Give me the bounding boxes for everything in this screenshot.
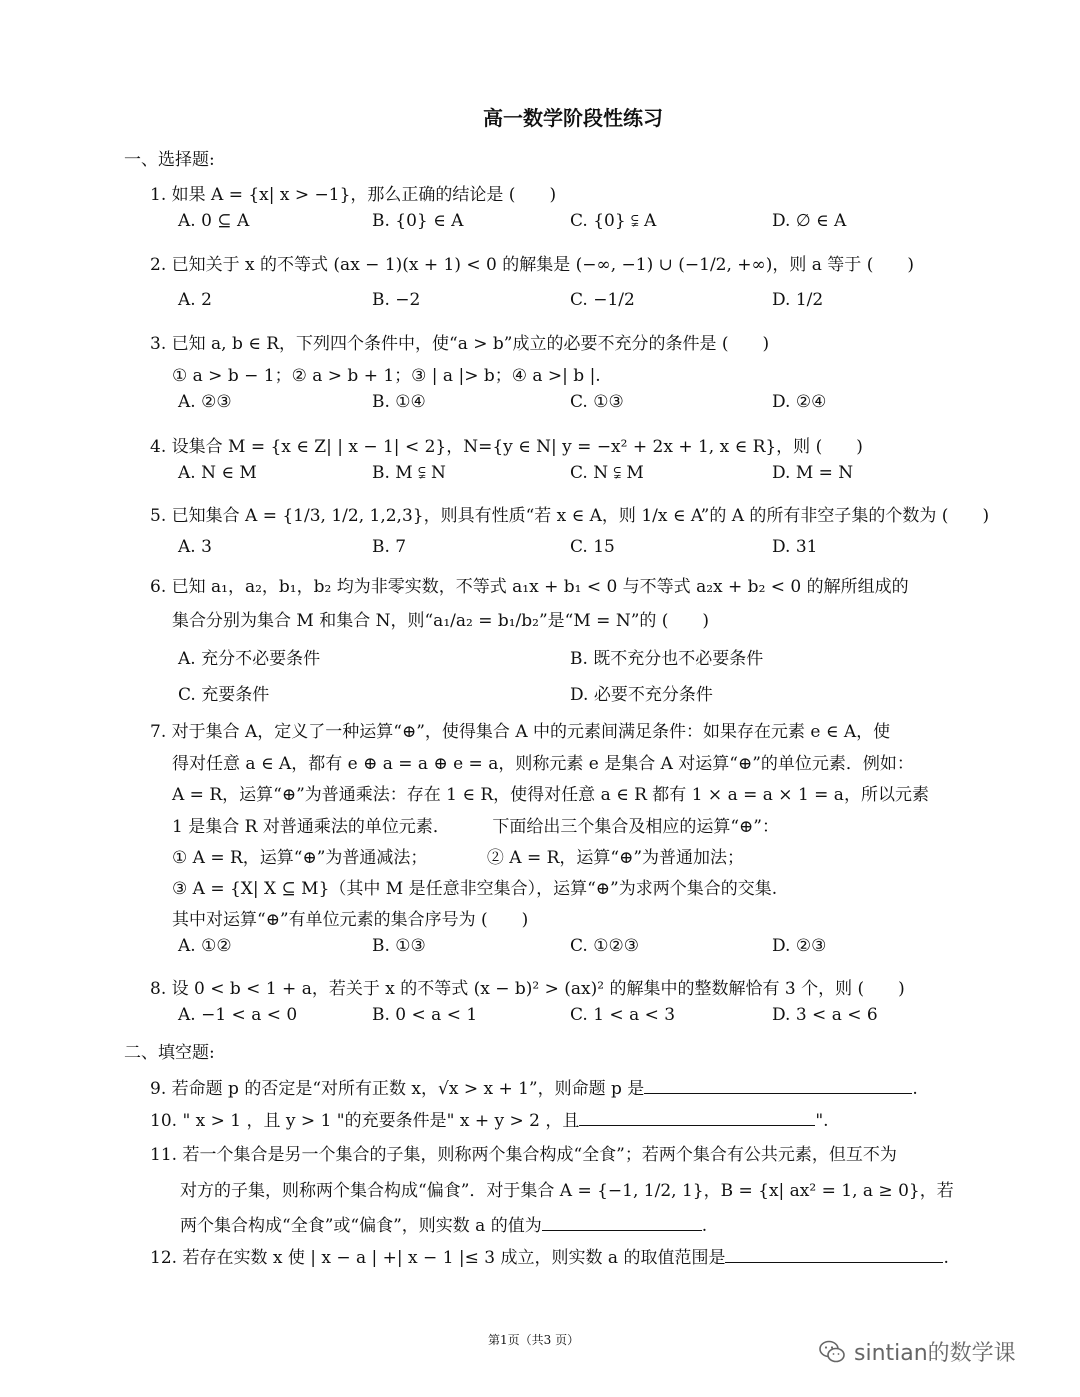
question-7-option-c: C. ①②③ bbox=[570, 936, 639, 956]
question-7-line: 7. 对于集合 A，定义了一种运算“⊕”，使得集合 A 中的元素间满足条件：如果存在元素 e ∈ A，使 bbox=[150, 722, 891, 742]
question-4-option-b: B. M ⫋ N bbox=[372, 463, 446, 483]
question-9-text: 9. 若命题 p 的否定是“对所有正数 x，√x > x + 1”，则命题 p 是 bbox=[150, 1079, 645, 1099]
question-3-option-b: B. ①④ bbox=[372, 392, 426, 412]
question-7-option-d: D. ②③ bbox=[772, 936, 827, 956]
question-2-option-c: C. −1/2 bbox=[570, 290, 635, 310]
watermark-text: sintian的数学课 bbox=[854, 1341, 1016, 1366]
question-7-line: 其中对运算“⊕”有单位元素的集合序号为 ( ) bbox=[172, 910, 529, 930]
question-6-option-c: C. 充要条件 bbox=[178, 685, 270, 705]
question-5-option-d: D. 31 bbox=[772, 537, 818, 557]
question-6-option-d: D. 必要不充分条件 bbox=[570, 685, 713, 705]
question-3-option-c: C. ①③ bbox=[570, 392, 624, 412]
question-5-option-c: C. 15 bbox=[570, 537, 615, 557]
question-6-stem-line2: 集合分别为集合 M 和集合 N，则“a₁/a₂ = b₁/b₂”是“M = N”的 ( ) bbox=[172, 611, 710, 631]
question-10-end: ". bbox=[815, 1111, 829, 1131]
question-6-option-b: B. 既不充分也不必要条件 bbox=[570, 649, 764, 669]
question-12-text: 12. 若存在实数 x 使 | x − a | +| x − 1 |≤ 3 成立，则实数 a 的取值范围是 bbox=[150, 1248, 726, 1268]
page-title: 高一数学阶段性练习 bbox=[483, 106, 663, 130]
section-heading-fill: 二、填空题: bbox=[124, 1043, 215, 1063]
question-7-line: 1 是集合 R 对普通乘法的单位元素． 下面给出三个集合及相应的运算“⊕”： bbox=[172, 817, 779, 837]
question-9-end: . bbox=[912, 1079, 918, 1099]
question-8-option-a: A. −1 < a < 0 bbox=[178, 1005, 298, 1025]
question-9 bbox=[150, 1074, 918, 1099]
question-11-line3: 两个集合构成“全食”或“偏食”，则实数 a 的值为 bbox=[180, 1216, 542, 1236]
section-heading-choice: 一、选择题: bbox=[124, 150, 215, 170]
question-10 bbox=[150, 1106, 829, 1131]
question-11-line3-wrap bbox=[180, 1211, 707, 1236]
question-1-option-b: B. {0} ∈ A bbox=[372, 211, 464, 231]
question-3-conditions: ① a > b − 1；② a > b + 1；③ | a |> b；④ a >| b |. bbox=[172, 366, 601, 386]
question-3-option-d: D. ②④ bbox=[772, 392, 827, 412]
question-3-option-a: A. ②③ bbox=[178, 392, 232, 412]
question-5-stem: 5. 已知集合 A = {1/3, 1/2, 1,2,3}，则具有性质“若 x ∈ A，则 1/x ∈ A”的 A 的所有非空子集的个数为 ( ) bbox=[150, 506, 990, 526]
question-7-line: 得对任意 a ∈ A，都有 e ⊕ a = a ⊕ e = a，则称元素 e 是集合 A 对运算“⊕”的单位元素．例如： bbox=[172, 754, 914, 774]
question-2-stem: 2. 已知关于 x 的不等式 (ax − 1)(x + 1) < 0 的解集是 (−∞, −1) ∪ (−1/2, +∞)，则 a 等于 ( ) bbox=[150, 255, 914, 275]
question-7-option-b: B. ①③ bbox=[372, 936, 426, 956]
question-2-option-b: B. −2 bbox=[372, 290, 421, 310]
question-1-option-a: A. 0 ⊆ A bbox=[178, 211, 250, 231]
question-7-option-a: A. ①② bbox=[178, 936, 232, 956]
answer-blank[interactable] bbox=[542, 1214, 702, 1231]
question-11-line1: 11. 若一个集合是另一个集合的子集，则称两个集合构成“全食”；若两个集合有公共元素，但互不为 bbox=[150, 1145, 897, 1165]
question-6-option-a: A. 充分不必要条件 bbox=[178, 649, 321, 669]
question-5-option-b: B. 7 bbox=[372, 537, 407, 557]
question-4-stem: 4. 设集合 M = {x ∈ Z| | x − 1| < 2}，N={y ∈ N| y = −x² + 2x + 1, x ∈ R}，则 ( ) bbox=[150, 437, 863, 457]
question-3-stem: 3. 已知 a, b ∈ R，下列四个条件中，使“a > b”成立的必要不充分的条件是 ( ) bbox=[150, 334, 770, 354]
question-7-line: ③ A = {X| X ⊆ M}（其中 M 是任意非空集合），运算“⊕”为求两个集合的交集. bbox=[172, 879, 778, 899]
question-1-stem: 1. 如果 A = {x| x > −1}，那么正确的结论是 ( ) bbox=[150, 185, 557, 205]
question-12 bbox=[150, 1243, 949, 1268]
question-7-line: ① A = R，运算“⊕”为普通减法； ② A = R，运算“⊕”为普通加法； bbox=[172, 848, 745, 868]
answer-blank[interactable] bbox=[644, 1077, 912, 1094]
question-1-option-d: D. ∅ ∈ A bbox=[772, 211, 847, 231]
question-2-option-a: A. 2 bbox=[178, 290, 212, 310]
question-4-option-a: A. N ∈ M bbox=[178, 463, 257, 483]
watermark bbox=[818, 1336, 1016, 1367]
answer-blank[interactable] bbox=[725, 1246, 943, 1263]
question-8-option-d: D. 3 < a < 6 bbox=[772, 1005, 878, 1025]
question-4-option-d: D. M = N bbox=[772, 463, 854, 483]
question-8-stem: 8. 设 0 < b < 1 + a，若关于 x 的不等式 (x − b)² > (ax)² 的解集中的整数解恰有 3 个，则 ( ) bbox=[150, 979, 905, 999]
question-10-text: 10. " x > 1 ，且 y > 1 "的充要条件是" x + y > 2 ，且 bbox=[150, 1111, 580, 1131]
wechat-icon bbox=[818, 1339, 846, 1365]
question-7-line: A = R，运算“⊕”为普通乘法：存在 1 ∈ R，使得对任意 a ∈ R 都有 1 × a = a × 1 = a，所以元素 bbox=[172, 785, 929, 805]
question-8-option-c: C. 1 < a < 3 bbox=[570, 1005, 676, 1025]
question-8-option-b: B. 0 < a < 1 bbox=[372, 1005, 478, 1025]
answer-blank[interactable] bbox=[579, 1109, 815, 1126]
question-11-end: . bbox=[701, 1216, 708, 1236]
question-4-option-c: C. N ⫋ M bbox=[570, 463, 644, 483]
question-1-option-c: C. {0} ⫋ A bbox=[570, 211, 657, 231]
page-footer: 第1页（共3 页） bbox=[488, 1333, 580, 1347]
question-6-stem: 6. 已知 a₁，a₂，b₁，b₂ 均为非零实数，不等式 a₁x + b₁ < 0 与不等式 a₂x + b₂ < 0 的解所组成的 bbox=[150, 577, 909, 597]
question-12-end: . bbox=[943, 1248, 949, 1268]
question-2-option-d: D. 1/2 bbox=[772, 290, 824, 310]
question-11-line2: 对方的子集，则称两个集合构成“偏食”．对于集合 A = {−1, 1/2, 1}，B = {x| ax² = 1, a ≥ 0}，若 bbox=[180, 1181, 954, 1201]
question-5-option-a: A. 3 bbox=[178, 537, 212, 557]
